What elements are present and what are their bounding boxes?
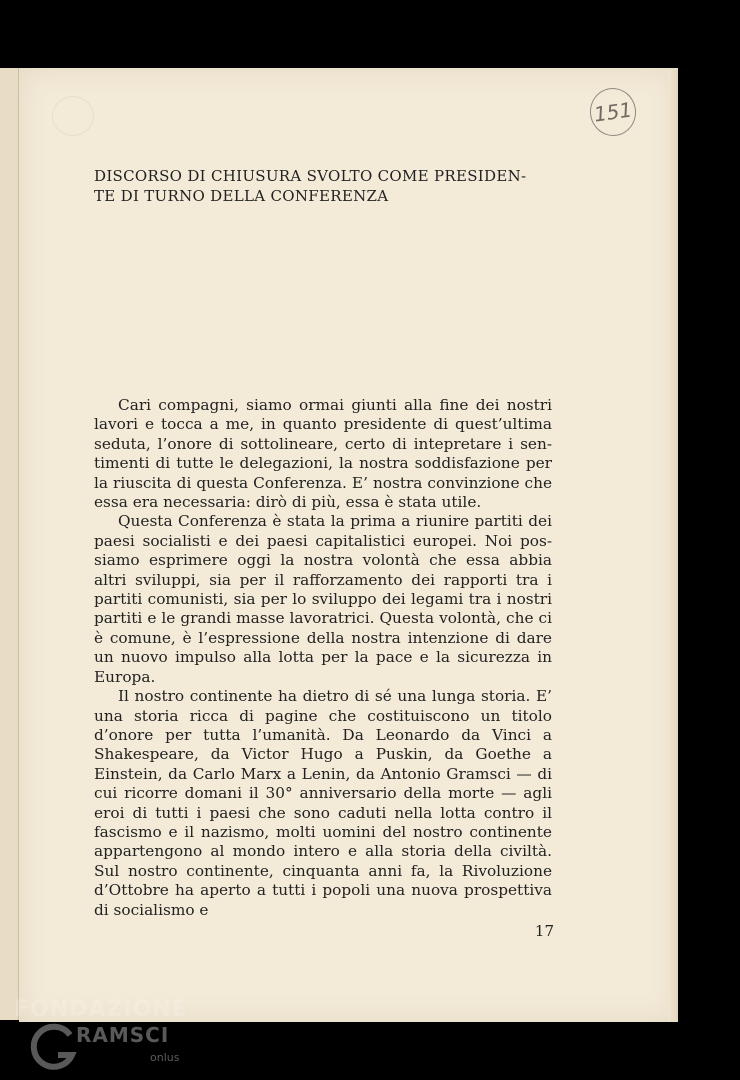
fondazione-gramsci-logo: [0, 995, 200, 1075]
heading-line-2: TE DI TURNO DELLA CONFERENZA: [94, 187, 389, 205]
heading-line-1: DISCORSO DI CHIUSURA SVOLTO COME PRESIDEN-: [94, 167, 527, 185]
faded-stamp-mark: [52, 96, 94, 136]
chapter-heading: [94, 166, 554, 206]
logo-text-top: FONDAZIONE: [14, 997, 188, 1022]
logo-g-icon: [28, 1023, 80, 1071]
handwritten-page-number: 151: [587, 85, 639, 139]
logo-text-main: RAMSCI: [76, 1023, 170, 1047]
paragraph-1: Cari compagni, siamo ormai giunti alla fine dei nostri lavori e tocca a me, in quanto presidente di quest’ultima seduta, l’onore di sottolineare, certo di intepretare i sentimenti di tutte le delegazioni, la nostra soddisfazione per la riuscita di questa Conferenza. E’ nostra convinzione che essa era necessaria: dirò di più, essa è stata utile.: [94, 396, 552, 512]
page-number: 17: [534, 922, 554, 940]
logo-text-sub: onlus: [150, 1051, 180, 1064]
paragraph-2: Questa Conferenza è stata la prima a riunire partiti dei paesi socialisti e dei paesi capitalistici europei. Noi possiamo esprimere oggi la nostra volontà che essa abbia altri sviluppi, sia per il rafforzamento dei rapporti tra i partiti comunisti, sia per lo sviluppo dei legami tra i nostri partiti e le grandi masse lavoratrici. Questa volontà, che ci è comune, è l’espressione della nostra intenzione di dare un nuovo impulso alla lotta per la pace e la sicurezza in Europa.: [94, 512, 552, 686]
page-edge-shadow: [668, 70, 678, 1020]
body-text: [94, 396, 552, 920]
previous-page-edge: [0, 68, 19, 1020]
paragraph-3: Il nostro continente ha dietro di sé una lunga storia. E’ una storia ricca di pagine che costituiscono un titolo d’onore per tutta l’umanità. Da Leonardo da Vinci a Shakespeare, da Victor Hugo a Puskin, da Goethe a Einstein, da Carlo Marx a Lenin, da Antonio Gramsci — di cui ricorre domani il 30° anniversario della morte — agli eroi di tutti i paesi che sono caduti nella lotta contro il fascismo e il nazismo, molti uomini del nostro continente appartengono al mondo intero e alla storia della civiltà. Sul nostro continente, cinquanta anni fa, la Rivoluzione d’Ottobre ha aperto a tutti i popoli una nuova prospettiva di socialismo e: [94, 687, 552, 919]
